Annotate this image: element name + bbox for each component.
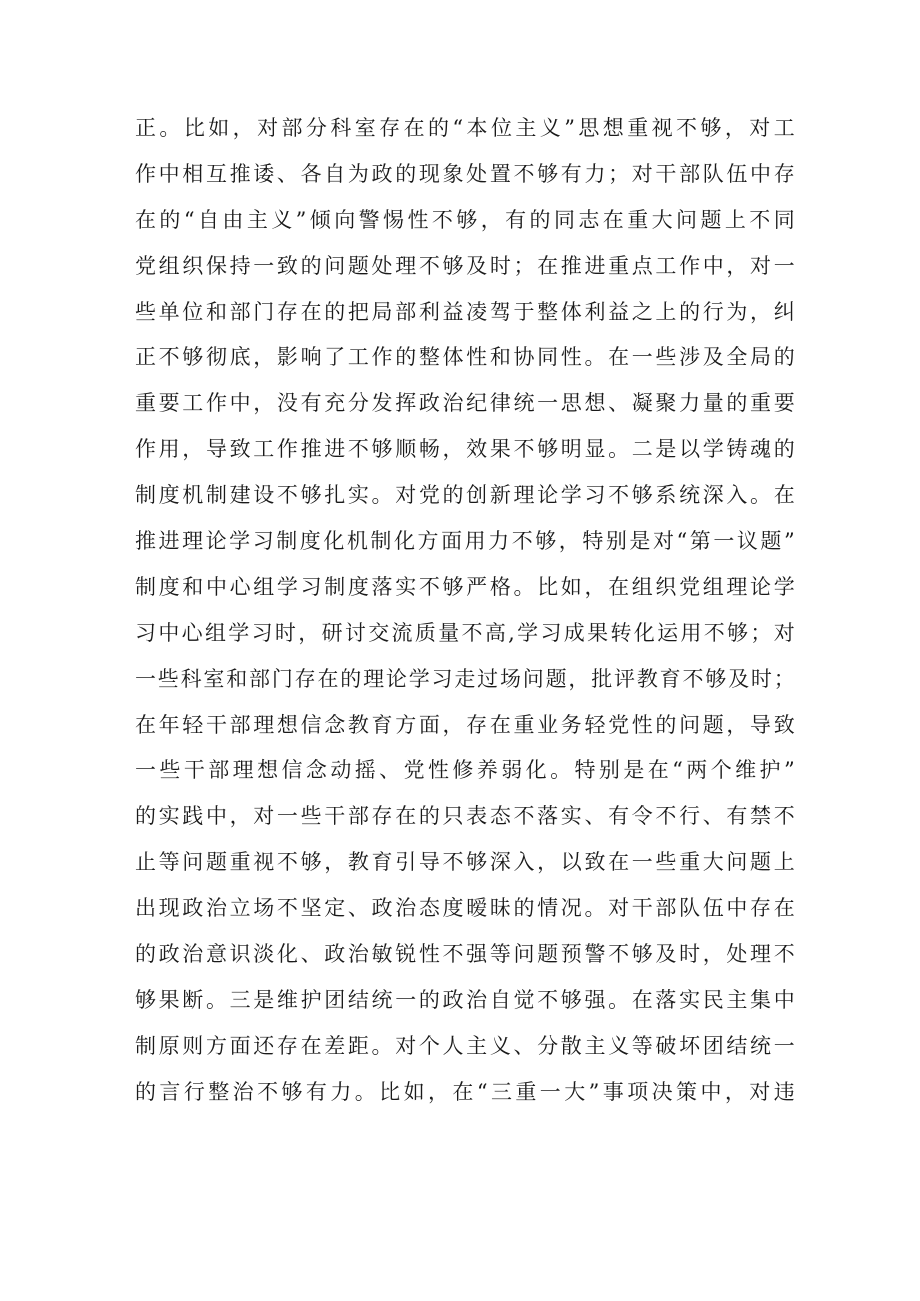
text-line: 作中相互推诿、各自为政的现象处置不够有力；对干部队伍中存	[135, 161, 795, 186]
text-line: 止等问题重视不够，教育引导不够深入，以致在一些重大问题上	[135, 850, 795, 875]
text-line: 的政治意识淡化、政治敏锐性不强等问题预警不够及时，处理不	[135, 942, 795, 967]
text-line: 重要工作中，没有充分发挥政治纪律统一思想、凝聚力量的重要	[135, 391, 795, 416]
text-line: 些单位和部门存在的把局部利益凌驾于整体利益之上的行为，纠	[135, 299, 795, 324]
text-line: 一些干部理想信念动摇、党性修养弱化。特别是在“两个维护”	[135, 758, 795, 783]
text-line: 的言行整治不够有力。比如，在“三重一大”事项决策中，对违	[135, 1079, 795, 1104]
text-line: 的实践中，对一些干部存在的只表态不落实、有令不行、有禁不	[135, 804, 795, 829]
text-line: 党组织保持一致的问题处理不够及时；在推进重点工作中，对一	[135, 253, 795, 278]
text-line: 够果断。三是维护团结统一的政治自觉不够强。在落实民主集中	[135, 987, 795, 1012]
text-line: 制原则方面还存在差距。对个人主义、分散主义等破坏团结统一	[135, 1033, 795, 1058]
text-line: 推进理论学习制度化机制化方面用力不够，特别是对“第一议题”	[135, 529, 795, 554]
text-line: 制度和中心组学习制度落实不够严格。比如，在组织党组理论学	[135, 574, 795, 599]
text-line: 在年轻干部理想信念教育方面，存在重业务轻党性的问题，导致	[135, 712, 795, 737]
body-paragraph	[135, 106, 795, 1116]
text-line: 在的“自由主义”倾向警惕性不够，有的同志在重大问题上不同	[135, 207, 795, 232]
text-line: 作用，导致工作推进不够顺畅，效果不够明显。二是以学铸魂的	[135, 437, 795, 462]
text-line: 制度机制建设不够扎实。对党的创新理论学习不够系统深入。在	[135, 483, 795, 508]
text-line: 出现政治立场不坚定、政治态度暧昧的情况。对干部队伍中存在	[135, 896, 795, 921]
text-line: 正。比如，对部分科室存在的“本位主义”思想重视不够，对工	[135, 116, 795, 140]
text-line: 一些科室和部门存在的理论学习走过场问题，批评教育不够及时；	[135, 666, 795, 691]
text-line: 习中心组学习时，研讨交流质量不高,学习成果转化运用不够；对	[135, 620, 795, 645]
text-line: 正不够彻底，影响了工作的整体性和协同性。在一些涉及全局的	[135, 345, 795, 370]
